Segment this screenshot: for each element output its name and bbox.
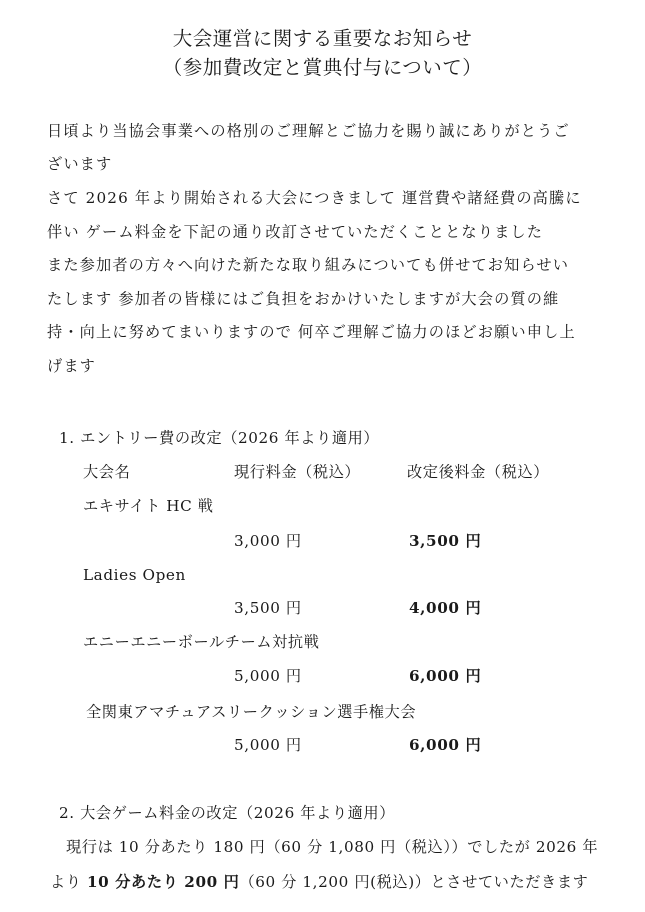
- tournament-name: エキサイト HC 戦: [83, 497, 214, 515]
- game-fee-text-post: （60 分 1,200 円(税込)）とさせていただきます: [239, 873, 589, 891]
- current-fee: 3,500 円: [234, 599, 302, 617]
- notice-subtitle: （参加費改定と賞典付与について）: [162, 56, 483, 79]
- tournament-name: 全関東アマチュアスリークッション選手権大会: [86, 703, 417, 721]
- revised-fee: 6,000 円: [409, 667, 482, 685]
- header-tournament: 大会名: [83, 463, 131, 481]
- tournament-name: Ladies Open: [83, 566, 186, 584]
- intro-line: たします 参加者の皆様にはご負担をおかけいたしますが大会の質の維: [47, 290, 560, 308]
- game-fee-text: 現行は 10 分あたり 180 円（60 分 1,080 円（税込））でしたが 2026 年: [66, 838, 599, 856]
- intro-line: 伴い ゲーム料金を下記の通り改訂させていただくこととなりました: [47, 223, 544, 241]
- game-fee-text-pre: より: [50, 873, 88, 891]
- intro-line: さて 2026 年より開始される大会につきまして 運営費や諸経費の高騰に: [47, 189, 582, 207]
- section-heading: 1. エントリー費の改定（2026 年より適用）: [59, 429, 380, 447]
- tournament-name: エニーエニーボールチーム対抗戦: [83, 633, 320, 651]
- game-fee-text: [50, 871, 588, 893]
- revised-fee: 4,000 円: [409, 599, 482, 617]
- revised-fee: 6,000 円: [409, 736, 482, 754]
- intro-line: げます: [47, 357, 97, 375]
- current-fee: 5,000 円: [234, 736, 302, 754]
- revised-fee: 3,500 円: [409, 532, 482, 550]
- header-current-fee: 現行料金（税込）: [234, 463, 361, 481]
- intro-line: ざいます: [47, 155, 113, 173]
- section-heading: 2. 大会ゲーム料金の改定（2026 年より適用）: [59, 804, 395, 822]
- header-revised-fee: 改定後料金（税込）: [407, 463, 550, 481]
- notice-title: 大会運営に関する重要なお知らせ: [172, 27, 473, 50]
- intro-line: 持・向上に努めてまいりますので 何卒ご理解ご協力のほどお願い申し上: [47, 323, 576, 341]
- intro-line: 日頃より当協会事業への格別のご理解とご協力を賜り誠にありがとうご: [47, 122, 570, 140]
- intro-line: また参加者の方々へ向けた新たな取り組みについても併せてお知らせい: [47, 256, 570, 274]
- current-fee: 5,000 円: [234, 667, 302, 685]
- current-fee: 3,000 円: [234, 532, 302, 550]
- new-game-fee: 10 分あたり 200 円: [87, 873, 240, 891]
